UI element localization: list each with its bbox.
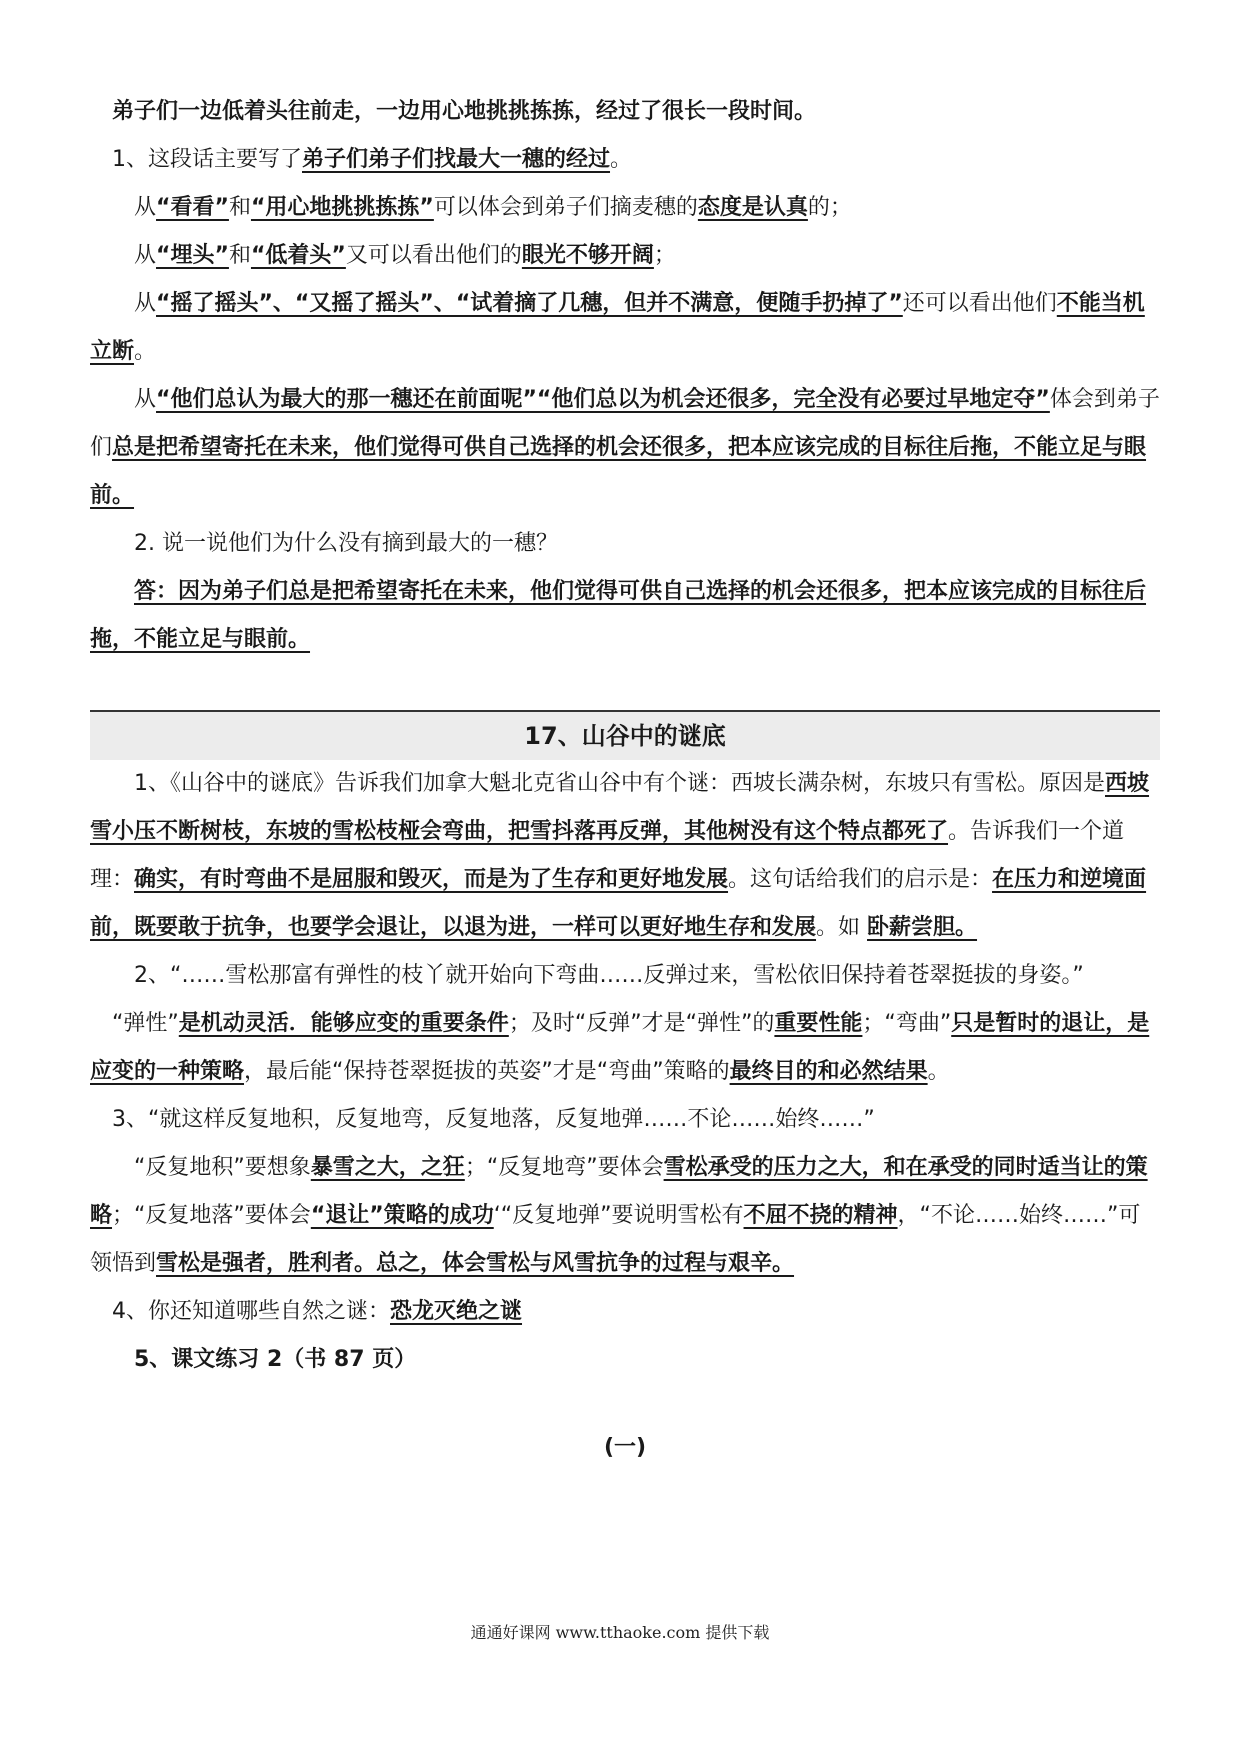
text: 1、这段话主要写了 bbox=[112, 147, 302, 172]
text: 。这句话给我们的启示是： bbox=[728, 867, 993, 892]
answer: “低着头” bbox=[250, 243, 346, 268]
text: 。如 bbox=[816, 915, 868, 940]
analysis-line-2 bbox=[90, 232, 1160, 280]
subsection-marker: (一) bbox=[603, 1435, 647, 1460]
analysis-line-3 bbox=[90, 280, 1160, 376]
answer: 西坡雪小压不断树枝，东坡的雪松枝桠会弯曲，把雪抖落再反弹，其他树没有这个特点都死了 bbox=[90, 771, 1150, 844]
text: 。告诉我们一个道理： bbox=[90, 819, 1125, 892]
text: 和 bbox=[228, 243, 251, 268]
answer: 不能当机立断 bbox=[90, 291, 1145, 364]
answer: “埋头” bbox=[156, 243, 229, 268]
section17-exercise: 5、课文练习 2（书 87 页） bbox=[134, 1347, 417, 1372]
section17-paragraph-2: 2、“……雪松那富有弹性的枝丫就开始向下弯曲……反弹过来，雪松依旧保持着苍翠挺拔的身姿。” bbox=[134, 963, 1084, 988]
text: 1、《山谷中的谜底》告诉我们加拿大魁北克省山谷中有个谜：西坡长满杂树，东坡只有雪松。原因是 bbox=[134, 771, 1106, 796]
document-page bbox=[90, 88, 1160, 1472]
text: ‘“反复地弹”要说明雪松有 bbox=[493, 1203, 744, 1228]
text: 。 bbox=[927, 1059, 950, 1084]
answer: 重要性能 bbox=[774, 1011, 863, 1036]
answer: 只是暂时的退让，是应变的一种策略 bbox=[90, 1011, 1150, 1084]
text: “弹性” bbox=[112, 1011, 179, 1036]
text: 。 bbox=[610, 147, 633, 172]
text: ； bbox=[653, 243, 676, 268]
answer: 在压力和逆境面前，既要敢于抗争，也要学会退让，以退为进，一样可以更好地生存和发展 bbox=[90, 867, 1147, 940]
text: ；“反复地弯”要体会 bbox=[464, 1155, 664, 1180]
answer: 弟子们弟子们找最大一穗的经过 bbox=[302, 147, 611, 172]
section17-paragraph-6 bbox=[90, 1288, 1160, 1336]
answer: 是机动灵活．能够应变的重要条件 bbox=[178, 1011, 509, 1036]
text: 4、你还知道哪些自然之谜： bbox=[112, 1299, 390, 1324]
passage-intro: 弟子们一边低着头往前走，一边用心地挑挑拣拣，经过了很长一段时间。 bbox=[112, 99, 817, 124]
answer: 答：因为弟子们总是把希望寄托在未来，他们觉得可供自己选择的机会还很多，把本应该完成的目标往后拖，不能立足与眼前。 bbox=[90, 579, 1147, 652]
answer: “退让”策略的成功 bbox=[310, 1203, 494, 1228]
text: 从 bbox=[134, 291, 157, 316]
text: 还可以看出他们 bbox=[902, 291, 1057, 316]
question-1 bbox=[90, 136, 1160, 184]
section17-paragraph-5 bbox=[90, 1144, 1160, 1288]
answer: 恐龙灭绝之谜 bbox=[390, 1299, 523, 1324]
page-footer: 通通好课网 www.tthaoke.com 提供下载 bbox=[470, 1623, 770, 1642]
answer: 总是把希望寄托在未来，他们觉得可供自己选择的机会还很多，把本应该完成的目标往后拖，不能立足与眼前。 bbox=[90, 435, 1147, 508]
answer: 态度是认真 bbox=[697, 195, 808, 220]
text: ，最后能“保持苍翠挺拔的英姿”才是“弯曲”策略的 bbox=[244, 1059, 730, 1084]
answer: “他们总认为最大的那一穗还在前面呢”“他们总以为机会还很多，完全没有必要过早地定夺” bbox=[156, 387, 1050, 412]
section17-paragraph-1 bbox=[90, 760, 1160, 952]
text: ；“弯曲” bbox=[862, 1011, 952, 1036]
section17-paragraph-3 bbox=[90, 1000, 1160, 1096]
answer: 确实，有时弯曲不是屈服和毁灭，而是为了生存和更好地发展 bbox=[134, 867, 729, 892]
answer: “看看” bbox=[156, 195, 229, 220]
section-title: 17、山谷中的谜底 bbox=[90, 710, 1160, 760]
analysis-line-4 bbox=[90, 376, 1160, 520]
text: 体会到弟子们 bbox=[90, 387, 1160, 460]
text: ；及时“反弹”才是“弹性”的 bbox=[508, 1011, 775, 1036]
text: 又可以看出他们的 bbox=[345, 243, 522, 268]
answer: 不屈不挠的精神 bbox=[743, 1203, 898, 1228]
answer: 雪松承受的压力之大，和在承受的同时适当让的策略 bbox=[90, 1155, 1148, 1228]
answer: “用心地挑挑拣拣” bbox=[250, 195, 434, 220]
answer-2 bbox=[90, 568, 1160, 664]
text: 从 bbox=[134, 243, 157, 268]
text: “反复地积”要想象 bbox=[134, 1155, 311, 1180]
section17-paragraph-4: 3、“就这样反复地积，反复地弯，反复地落，反复地弹……不论……始终……” bbox=[112, 1107, 875, 1132]
answer: “摇了摇头”、“又摇了摇头”、“试着摘了几穗，但并不满意，便随手扔掉了” bbox=[156, 291, 903, 316]
answer: 最终目的和必然结果 bbox=[729, 1059, 928, 1084]
text: ；“反复地落”要体会 bbox=[112, 1203, 311, 1228]
text: 可以体会到弟子们摘麦穗的 bbox=[433, 195, 698, 220]
text: 的； bbox=[807, 195, 852, 220]
text: ，“不论……始终……”可领悟到 bbox=[90, 1203, 1141, 1276]
question-2: 2. 说一说他们为什么没有摘到最大的一穗？ bbox=[134, 531, 558, 556]
answer: 眼光不够开阔 bbox=[521, 243, 654, 268]
answer: 暴雪之大，之狂 bbox=[310, 1155, 465, 1180]
analysis-line-1 bbox=[90, 184, 1160, 232]
text: 从 bbox=[134, 387, 157, 412]
text: 和 bbox=[228, 195, 251, 220]
answer: 卧薪尝胆。 bbox=[867, 915, 978, 940]
text: 从 bbox=[134, 195, 157, 220]
answer: 雪松是强者，胜利者。总之，体会雪松与风雪抗争的过程与艰辛。 bbox=[156, 1251, 795, 1276]
text: 。 bbox=[134, 339, 157, 364]
